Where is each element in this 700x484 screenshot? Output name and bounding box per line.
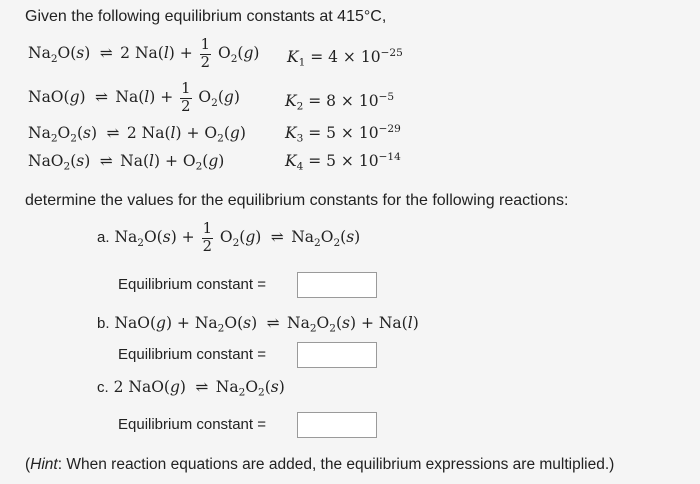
part-a-label: Equilibrium constant = <box>118 276 266 293</box>
given-reaction-4: NaO$_2$(s) ⇌ $Na(l) + O_2(g)$ <box>28 152 225 173</box>
k2-value: $K_2 = 8 \times 10^{-5}$ <box>285 91 395 113</box>
part-c-answer-input[interactable] <box>297 412 377 438</box>
part-b-answer-input[interactable] <box>297 342 377 368</box>
determine-text: determine the values for the equilibrium constants for the following reactions: <box>25 192 569 209</box>
hint-label: Hint <box>30 456 58 473</box>
part-c-label: Equilibrium constant = <box>118 416 266 433</box>
k4-value: $K_4 = 5 \times 10^{-14}$ <box>285 151 401 173</box>
given-reaction-1: $Na_2O(s)$ ⇌ 2 Na(l) + $\frac{1}{2}$ $O_2(g)$ <box>28 36 260 71</box>
hint-open-paren: ( <box>25 456 31 473</box>
part-a-equation: a. $Na_2O(s)$ + $\frac{1}{2}$ $O_2(g)$ ⇌ $Na_2O_2(s)$ <box>97 220 361 255</box>
given-reaction-2: NaO(g) ⇌ Na(l) + $\frac{1}{2}$ $O_2(g)$ <box>28 80 240 115</box>
k1-value: $K_1 = 4 \times 10^{-25}$ <box>287 47 403 69</box>
intro-text: Given the following equilibrium constants at 415°C, <box>25 8 387 25</box>
hint-text <box>25 456 614 474</box>
k3-value: $K_3 = 5 \times 10^{-29}$ <box>285 123 401 145</box>
part-a-answer-input[interactable] <box>297 272 377 298</box>
part-b-label: Equilibrium constant = <box>118 346 266 363</box>
hint-body: : When reaction equations are added, the equilibrium expressions are multiplied.) <box>57 456 615 473</box>
part-c-equation: c. 2 NaO(g) ⇌ $Na_2O_2(s)$ <box>97 378 285 399</box>
given-reaction-3: $Na_2O_2(s)$ ⇌ 2 $Na(l) + O_2(g)$ <box>28 124 246 145</box>
part-b-equation: b. $NaO(g) + Na_2O(s)$ ⇌ $Na_2O_2(s) + Na(l)$ <box>97 314 419 335</box>
